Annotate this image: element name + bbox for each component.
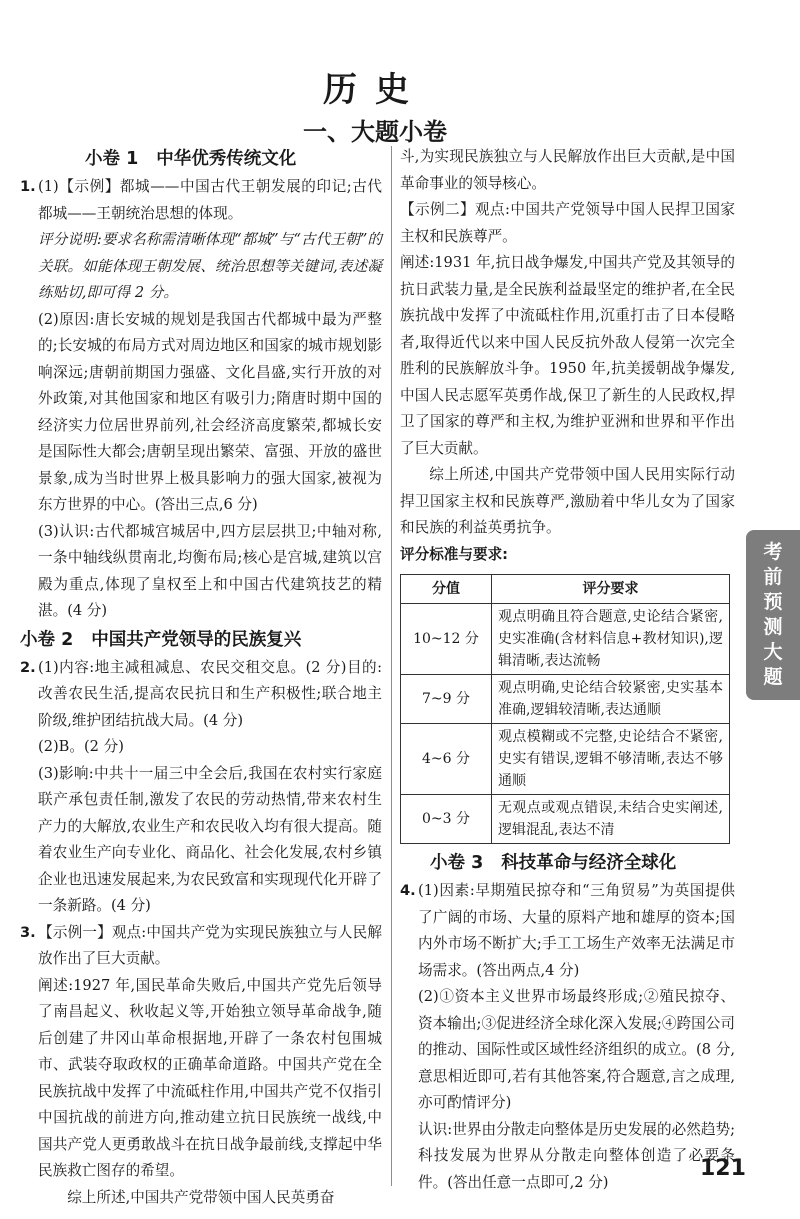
answer-text: (2)原因:唐长安城的规划是我国古代都城中最为严整的;长安城的布局方式对周边地区和国家的城市规划影响深远;唐朝前期国力强盛、文化昌盛,实行开放的对外政策,对其他国家和地区有吸引力;隋唐时期中国的经济实力位居世界前列,社会经济高度繁荣,都城长安是国际性大都会;唐朝呈现出繁荣、富强、开放的盛世景象,成为当时世界上极具影响力的强大国家,被视为东方世界的中心。(答出三点,6 分): [38, 310, 382, 513]
table-header: 评分要求: [492, 575, 730, 604]
table-row: [401, 675, 730, 724]
answer-text: 【示例二】观点:中国共产党领导中国人民捍卫国家主权和民族尊严。: [400, 201, 735, 245]
score-cell: 7~9 分: [401, 675, 492, 724]
side-tab-char: 题: [763, 666, 783, 688]
section-label: 小卷 2: [20, 629, 74, 650]
right-column: [400, 144, 735, 1196]
answer-text: (3)认识:古代都城宫城居中,四方层层拱卫;中轴对称,一条中轴线纵贯南北,均衡布局;核心是宫城,建筑以宫殿为重点,体现了皇权至上和中国古代建筑技艺的精湛。(4 分): [38, 522, 382, 619]
page-subtitle: 一、大题小卷: [303, 118, 447, 146]
side-tab-char: 考: [763, 541, 783, 563]
requirement-cell: 无观点或观点错误,未结合史实阐述,逻辑混乱,表达不清: [492, 795, 730, 844]
question-2: [20, 655, 382, 920]
question-number: 1.: [20, 178, 36, 195]
page-title: 历史: [323, 70, 427, 110]
scoring-note: 评分说明:要求名称需清晰体现“都城”与“古代王朝”的关联。如能体现王朝发展、统治思想等关键词,表述凝练贴切,即可得 2 分。: [38, 231, 382, 301]
answer-text: (1)内容:地主减租减息、农民交租交息。(2 分)目的:改善农民生活,提高农民抗日和生产积极性;联合地主阶级,维护团结抗战大局。(4 分): [38, 658, 382, 729]
table-header: 分值: [401, 575, 492, 604]
question-number: 4.: [400, 882, 416, 899]
answer-text: 综上所述,中国共产党带领中国人民英勇奋: [67, 1188, 335, 1206]
answer-text: (2)B。(2 分): [38, 738, 124, 755]
answer-text: 【示例一】观点:中国共产党为实现民族独立与人民解放作出了巨大贡献。: [38, 923, 382, 967]
rubric-table: [400, 574, 730, 844]
section-label: 小卷 1: [85, 149, 139, 169]
answer-text: (2)①资本主义世界市场最终形成;②殖民掠夺、资本输出;③促进经济全球化深入发展;④跨国公司的推动、国际性或区域性经济组织的成立。(8 分,意思相近即可,若有其他答案,符合题意,言之成理,亦可酌情评分): [418, 988, 735, 1111]
question-number: 2.: [20, 658, 36, 676]
answer-text: 阐述:1931 年,抗日战争爆发,中国共产党及其领导的抗日武装力量,是全民族利益最坚定的维护者,在全民族抗战中发挥了中流砥柱作用,沉重打击了日本侵略者,取得近代以来中国人民反抗外敌人侵第一次完全胜利的民族解放斗争。1950 年,抗美援朝战争爆发,中国人民志愿军英勇作战,保卫了新生的人民政权,捍卫了国家的尊严和主权,为维护亚洲和世界和平作出了巨大贡献。: [400, 254, 735, 457]
side-tab-char: 预: [763, 591, 783, 613]
answer-text: (1)【示例】都城——中国古代王朝发展的印记;古代都城——王朝统治思想的体现。: [38, 178, 382, 222]
question-3: [20, 920, 382, 1212]
section-name: 中华优秀传统文化: [156, 149, 297, 169]
table-row: [401, 604, 730, 675]
section-name: 中国共产党领导的民族复兴: [91, 629, 302, 650]
score-cell: 4~6 分: [401, 724, 492, 795]
side-tab-char: 大: [763, 641, 783, 663]
rubric-title: 评分标准与要求:: [400, 545, 508, 563]
side-tab-char: 前: [763, 566, 783, 588]
score-cell: 10~12 分: [401, 604, 492, 675]
side-tab: [746, 530, 800, 700]
page-number: 121: [700, 1156, 746, 1181]
answer-text: (3)影响:中共十一届三中全会后,我国在农村实行家庭联产承包责任制,激发了农民的劳动热情,带来农村生产力的大解放,农业生产和农民收入均有很大提高。随着农业生产向专业化、商品化、社会化发展,农村乡镇企业也迅速发展起来,为农民致富和实现现代化开辟了一条新路。(4 分): [38, 764, 382, 914]
answer-text: 认识:世界由分散走向整体是历史发展的必然趋势;科技发展为世界从分散走向整体创造了必要条件。(答出任意一点即可,2 分): [418, 1120, 735, 1191]
score-cell: 0~3 分: [401, 795, 492, 844]
section-label: 小卷 3: [430, 853, 484, 873]
section-heading-1: [20, 144, 382, 174]
side-tab-char: 测: [763, 616, 783, 638]
question-4: [400, 878, 735, 1196]
question-1: [20, 174, 382, 625]
answer-text: 斗,为实现民族独立与人民解放作出巨大贡献,是中国革命事业的领导核心。: [400, 148, 735, 192]
requirement-cell: 观点明确,史论结合较紧密,史实基本准确,逻辑较清晰,表达通顺: [492, 675, 730, 724]
question-number: 3.: [20, 923, 36, 941]
requirement-cell: 观点模糊或不完整,史论结合不紧密,史实有错误,逻辑不够清晰,表达不够通顺: [492, 724, 730, 795]
left-column: [20, 144, 382, 1211]
column-divider: [391, 146, 392, 1186]
section-name: 科技革命与经济全球化: [501, 853, 677, 873]
table-header-row: [401, 575, 730, 604]
requirement-cell: 观点明确且符合题意,史论结合紧密,史实准确(含材料信息+教材知识),逻辑清晰,表达流畅: [492, 604, 730, 675]
section-heading-3: [400, 848, 735, 878]
table-row: [401, 795, 730, 844]
table-row: [401, 724, 730, 795]
answer-text: (1)因素:早期殖民掠夺和“三角贸易”为英国提供了广阔的市场、大量的原料产地和雄厚的资本;国内外市场不断扩大;手工工场生产效率无法满足市场需求。(答出两点,4 分): [418, 882, 735, 979]
answer-text: 综上所述,中国共产党带领中国人民用实际行动捍卫国家主权和民族尊严,激励着中华儿女为了国家和民族的利益英勇抗争。: [400, 466, 735, 536]
answer-text: 阐述:1927 年,国民革命失败后,中国共产党先后领导了南昌起义、秋收起义等,开始独立领导革命战争,随后创建了井冈山革命根据地,开辟了一条农村包围城市、武装夺取政权的正确革命道路。中国共产党在全民族抗战中发挥了中流砥柱作用,中国共产党不仅指引中国抗战的前进方向,推动建立抗日民族统一战线,中国共产党人更勇敢战斗在抗日战争最前线,支撑起中华民族救亡图存的希望。: [38, 976, 382, 1179]
section-heading-2: [20, 625, 382, 655]
